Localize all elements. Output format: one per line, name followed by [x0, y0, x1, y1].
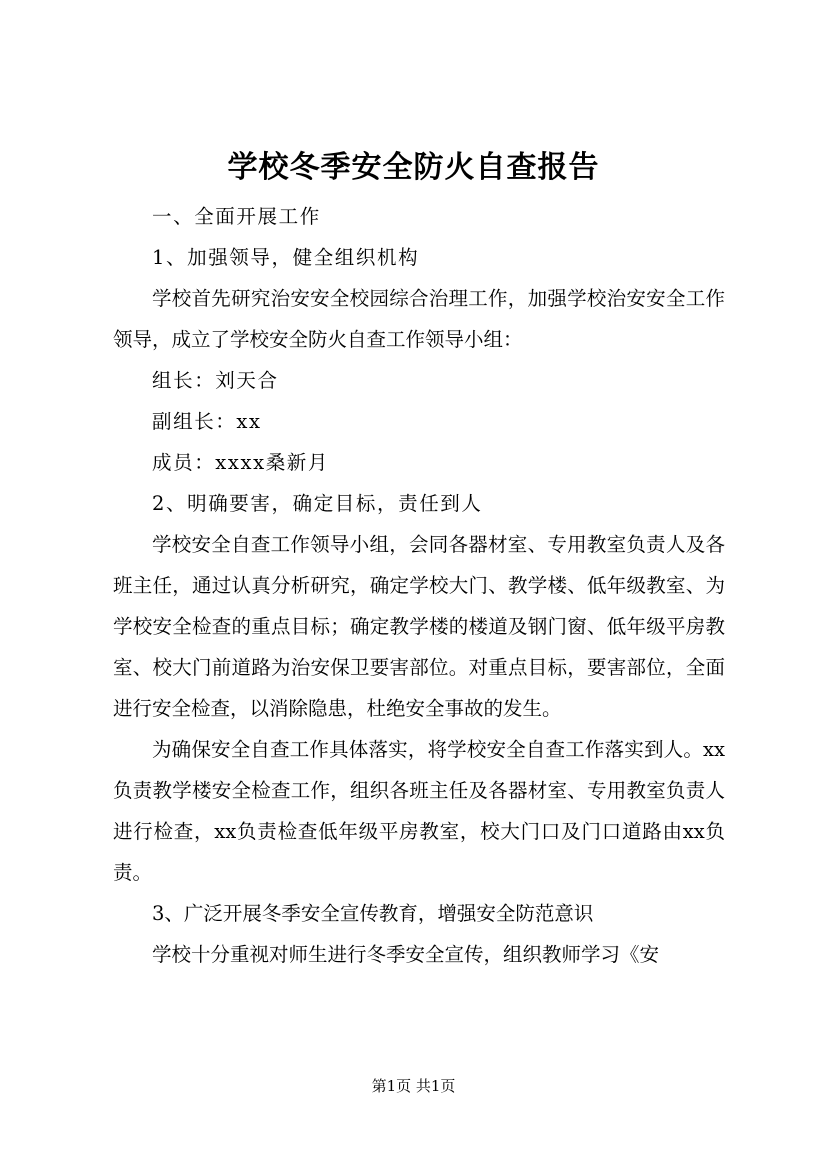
- page-number-footer: 第1页 共1页: [371, 1077, 456, 1095]
- members-line: 成员：xxxx桑新月: [152, 451, 329, 474]
- team-leader-line: 组长：刘天合: [152, 369, 279, 392]
- body-paragraph: 学校首先研究治安安全校园综合治理工作，加强学校治安安全工作领导，成立了学校安全防火自查工作领导小组：: [113, 287, 725, 351]
- body-paragraph: 学校安全自查工作领导小组，会同各器材室、专用教室负责人及各班主任，通过认真分析研究，确定学校大门、教学楼、低年级教室、为学校安全检查的重点目标；确定教学楼的楼道及钢门窗、低年级平房教室、校大门前道路为治安保卫要害部位。对重点目标，要害部位，全面进行安全检查，以消除隐患，杜绝安全事故的发生。: [113, 533, 725, 720]
- body-paragraph: 为确保安全自查工作具体落实，将学校安全自查工作落实到人。xx负责教学楼安全检查工作，组织各班主任及各器材室、专用教室负责人进行检查，xx负责检查低年级平房教室，校大门口及门口道路由xx负责。: [113, 738, 725, 884]
- subsection-heading: 1、加强领导，健全组织机构: [152, 246, 420, 269]
- document-title: 学校冬季安全防火自查报告: [227, 150, 600, 185]
- deputy-leader-line: 副组长：xx: [152, 410, 262, 433]
- document-body: [113, 196, 725, 975]
- body-paragraph: 学校十分重视对师生进行冬季安全宣传，组织教师学习《安: [152, 943, 660, 966]
- section-heading: 一、全面开展工作: [152, 205, 321, 228]
- subsection-heading: 3、广泛开展冬季安全宣传教育，增强安全防范意识: [152, 902, 594, 925]
- subsection-heading: 2、明确要害，确定目标，责任到人: [152, 492, 483, 515]
